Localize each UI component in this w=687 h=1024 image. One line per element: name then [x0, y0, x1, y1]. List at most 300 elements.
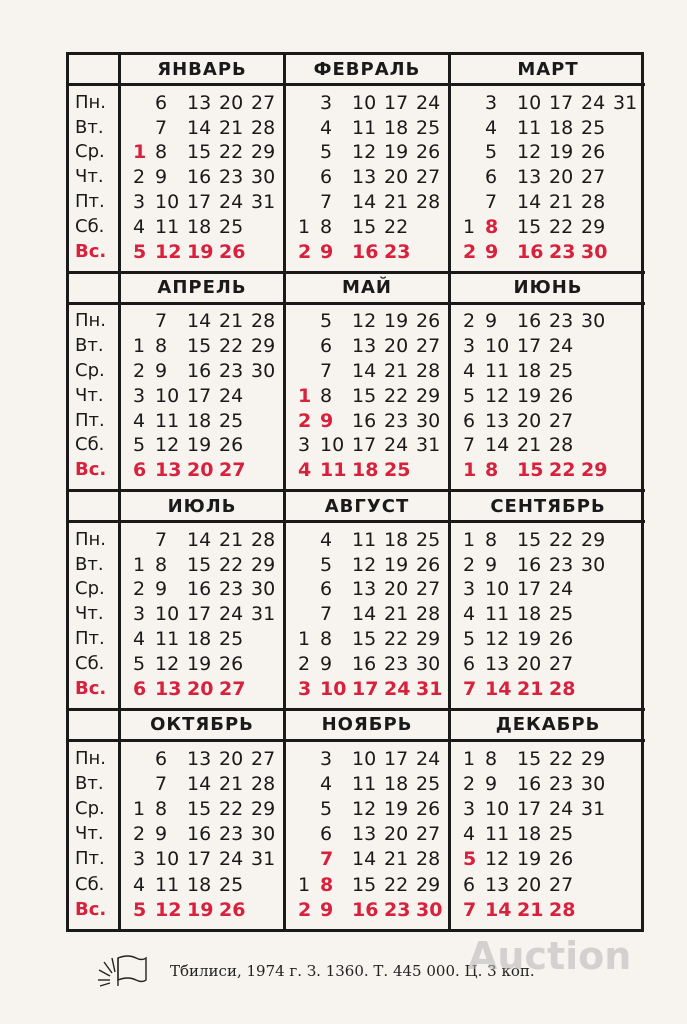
weekday-label: Пн. — [75, 91, 107, 113]
week-row — [121, 847, 283, 871]
day-number: 16 — [517, 772, 542, 795]
day-number: 13 — [352, 578, 377, 601]
day-number: 22 — [219, 798, 244, 821]
day-number: 9 — [155, 359, 168, 382]
week-row — [121, 553, 283, 577]
week-row — [286, 528, 448, 552]
day-number: 19 — [384, 310, 409, 333]
day-number — [298, 797, 320, 821]
weekday-header-blank — [69, 492, 118, 523]
day-number: 7 — [155, 310, 168, 333]
print-info: Тбилиси, 1974 г. З. 1360. Т. 445 000. Ц. 3 коп. — [170, 962, 535, 980]
day-number: 16 — [517, 553, 542, 576]
day-number: 6 — [485, 166, 498, 189]
week-row — [286, 898, 448, 922]
day-number — [133, 309, 155, 333]
week-row — [121, 772, 283, 796]
week-row — [451, 384, 645, 408]
week-row — [451, 433, 645, 457]
weekday-label: Чт. — [75, 166, 104, 188]
day-number: 20 — [384, 823, 409, 846]
month-name: АВГУСТ — [286, 492, 448, 523]
day-number: 2 — [463, 240, 477, 263]
day-number: 8 — [320, 384, 333, 407]
day-number: 11 — [320, 459, 347, 482]
day-number: 25 — [219, 628, 244, 651]
week-row — [451, 116, 645, 140]
day-number — [298, 553, 320, 577]
day-number: 4 — [133, 873, 146, 896]
week-row — [121, 822, 283, 846]
day-number: 9 — [320, 240, 334, 263]
day-number: 13 — [352, 335, 377, 358]
month-block — [451, 274, 645, 493]
day-number: 16 — [517, 240, 544, 263]
day-number: 5 — [320, 141, 333, 164]
day-number — [298, 309, 320, 333]
weekday-label: Пт. — [75, 628, 105, 650]
day-number: 29 — [581, 747, 606, 770]
week-row — [121, 602, 283, 626]
day-number: 20 — [384, 578, 409, 601]
day-number: 16 — [352, 240, 379, 263]
day-number: 31 — [581, 798, 606, 821]
day-number — [298, 747, 320, 771]
day-number: 16 — [352, 409, 377, 432]
day-number: 7 — [155, 772, 168, 795]
day-number: 8 — [485, 215, 499, 238]
day-number — [463, 140, 485, 164]
day-number: 28 — [251, 772, 276, 795]
week-row — [451, 873, 645, 897]
day-number: 15 — [187, 553, 212, 576]
day-number: 16 — [187, 166, 212, 189]
day-number: 14 — [485, 434, 510, 457]
day-number: 30 — [251, 578, 276, 601]
week-row — [121, 334, 283, 358]
day-number: 20 — [219, 747, 244, 770]
day-number: 23 — [549, 772, 574, 795]
day-number: 10 — [485, 335, 510, 358]
day-number: 3 — [298, 434, 311, 457]
day-number: 27 — [416, 823, 441, 846]
day-number: 29 — [251, 335, 276, 358]
day-number: 4 — [320, 772, 333, 795]
day-number: 5 — [133, 240, 147, 263]
day-number: 25 — [219, 409, 244, 432]
day-number: 12 — [155, 898, 182, 921]
day-number: 20 — [384, 335, 409, 358]
day-number: 28 — [549, 434, 574, 457]
day-number — [463, 91, 485, 115]
day-number: 27 — [549, 873, 574, 896]
weekday-label: Вт. — [75, 772, 104, 794]
day-number: 1 — [133, 553, 146, 576]
month-block — [121, 274, 286, 493]
day-number: 29 — [581, 528, 606, 551]
week-row — [286, 384, 448, 408]
day-number: 10 — [155, 384, 180, 407]
week-row — [451, 847, 645, 871]
day-number: 3 — [133, 848, 146, 871]
day-number: 11 — [485, 603, 510, 626]
day-number: 16 — [187, 359, 212, 382]
watermark: Auction — [468, 934, 632, 978]
day-number: 14 — [187, 310, 212, 333]
day-number: 18 — [384, 116, 409, 139]
weekday-label: Ср. — [75, 798, 105, 820]
day-number: 10 — [320, 434, 345, 457]
week-row — [286, 847, 448, 871]
weekday-labels — [69, 274, 121, 493]
day-number: 31 — [613, 91, 638, 114]
day-number: 18 — [187, 215, 212, 238]
day-number: 19 — [187, 240, 214, 263]
day-number: 12 — [517, 141, 542, 164]
day-number: 21 — [219, 116, 244, 139]
month-block — [121, 55, 286, 274]
day-number: 9 — [320, 409, 334, 432]
day-number: 28 — [549, 677, 576, 700]
day-number: 2 — [298, 898, 312, 921]
day-number: 5 — [133, 898, 147, 921]
week-row — [286, 240, 448, 264]
day-number: 20 — [187, 677, 214, 700]
day-number: 30 — [416, 898, 443, 921]
day-number: 20 — [384, 166, 409, 189]
day-number: 21 — [384, 848, 409, 871]
day-number: 2 — [463, 772, 476, 795]
day-number — [298, 91, 320, 115]
day-number — [298, 116, 320, 140]
day-number: 12 — [155, 652, 180, 675]
day-number: 8 — [155, 335, 168, 358]
weekday-labels — [69, 711, 121, 930]
day-number: 27 — [219, 459, 246, 482]
day-number: 28 — [416, 848, 441, 871]
weekday-label: Ср. — [75, 359, 105, 381]
day-number: 17 — [384, 747, 409, 770]
week-row — [121, 91, 283, 115]
week-row — [451, 91, 645, 115]
week-row — [451, 747, 645, 771]
day-number: 8 — [155, 141, 168, 164]
day-number: 11 — [517, 116, 542, 139]
month-name: НОЯБРЬ — [286, 711, 448, 742]
day-number: 23 — [384, 652, 409, 675]
weekday-header-blank — [69, 274, 118, 305]
week-row — [286, 215, 448, 239]
day-number: 17 — [352, 677, 379, 700]
day-number: 2 — [133, 166, 146, 189]
month-name: ФЕВРАЛЬ — [286, 55, 448, 86]
day-number: 26 — [581, 141, 606, 164]
month-name: СЕНТЯБРЬ — [451, 492, 645, 523]
month-name: ИЮЛЬ — [121, 492, 283, 523]
day-number: 24 — [219, 603, 244, 626]
day-number: 18 — [517, 603, 542, 626]
day-number: 8 — [485, 747, 498, 770]
day-number: 17 — [384, 91, 409, 114]
day-number: 6 — [463, 652, 476, 675]
day-number: 3 — [133, 603, 146, 626]
day-number: 8 — [320, 873, 334, 896]
day-number: 12 — [352, 553, 377, 576]
day-number: 18 — [187, 409, 212, 432]
day-number: 14 — [485, 898, 512, 921]
week-row — [121, 652, 283, 676]
week-row — [451, 309, 645, 333]
day-number: 14 — [352, 359, 377, 382]
week-row — [121, 747, 283, 771]
weekday-label: Ср. — [75, 578, 105, 600]
week-row — [286, 553, 448, 577]
day-number: 7 — [320, 603, 333, 626]
day-number: 19 — [384, 553, 409, 576]
day-number: 15 — [352, 384, 377, 407]
day-number: 11 — [155, 215, 180, 238]
day-number: 6 — [320, 166, 333, 189]
month-block — [121, 711, 286, 930]
day-number: 17 — [517, 798, 542, 821]
month-block — [286, 55, 451, 274]
week-row — [451, 822, 645, 846]
day-number: 2 — [463, 310, 476, 333]
day-number: 14 — [187, 772, 212, 795]
day-number: 27 — [549, 409, 574, 432]
month-block — [286, 711, 451, 930]
week-row — [286, 359, 448, 383]
day-number: 16 — [187, 578, 212, 601]
day-number — [298, 165, 320, 189]
day-number: 19 — [517, 848, 542, 871]
day-number: 17 — [187, 603, 212, 626]
weekday-label: Чт. — [75, 384, 104, 406]
day-number: 7 — [463, 677, 477, 700]
day-number: 9 — [320, 898, 334, 921]
day-number: 1 — [133, 798, 146, 821]
day-number: 29 — [581, 215, 606, 238]
day-number: 21 — [384, 359, 409, 382]
day-number: 21 — [517, 898, 544, 921]
week-row — [121, 677, 283, 701]
day-number: 9 — [155, 166, 168, 189]
day-number — [298, 847, 320, 871]
day-number: 8 — [155, 553, 168, 576]
day-number — [133, 91, 155, 115]
day-number: 2 — [298, 409, 312, 432]
day-number — [298, 577, 320, 601]
day-number: 29 — [251, 141, 276, 164]
week-row — [286, 165, 448, 189]
day-number: 26 — [416, 798, 441, 821]
week-row — [121, 240, 283, 264]
week-row — [451, 190, 645, 214]
week-row — [451, 165, 645, 189]
day-number: 15 — [352, 873, 377, 896]
week-row — [451, 528, 645, 552]
day-number: 9 — [485, 310, 498, 333]
day-number: 4 — [463, 823, 476, 846]
day-number: 27 — [416, 166, 441, 189]
day-number: 28 — [251, 310, 276, 333]
day-number: 31 — [251, 603, 276, 626]
day-number: 18 — [187, 873, 212, 896]
calendar-grid — [66, 52, 644, 932]
day-number: 11 — [155, 873, 180, 896]
month-block — [451, 492, 645, 711]
day-number: 15 — [352, 215, 377, 238]
month-name: МАЙ — [286, 274, 448, 305]
week-row — [451, 898, 645, 922]
day-number: 23 — [549, 240, 576, 263]
day-number: 31 — [416, 677, 443, 700]
week-row — [286, 140, 448, 164]
day-number: 7 — [320, 848, 334, 871]
week-row — [451, 409, 645, 433]
day-number: 14 — [517, 191, 542, 214]
day-number: 5 — [320, 553, 333, 576]
day-number: 8 — [485, 528, 498, 551]
day-number: 21 — [219, 772, 244, 795]
day-number: 13 — [155, 459, 182, 482]
day-number — [463, 165, 485, 189]
day-number: 28 — [416, 359, 441, 382]
week-row — [286, 772, 448, 796]
day-number: 26 — [219, 898, 246, 921]
day-number: 22 — [384, 215, 409, 238]
day-number: 1 — [298, 384, 312, 407]
weekday-label: Ср. — [75, 141, 105, 163]
day-number: 27 — [251, 747, 276, 770]
day-number: 11 — [485, 359, 510, 382]
day-number: 18 — [384, 772, 409, 795]
day-number: 6 — [155, 747, 168, 770]
weekday-header-blank — [69, 711, 118, 742]
day-number: 30 — [581, 310, 606, 333]
week-row — [451, 602, 645, 626]
day-number: 1 — [463, 215, 476, 238]
day-number: 22 — [549, 215, 574, 238]
day-number: 13 — [485, 873, 510, 896]
day-number: 4 — [133, 409, 146, 432]
day-number: 31 — [416, 434, 441, 457]
day-number: 31 — [251, 191, 276, 214]
day-number: 26 — [219, 240, 246, 263]
day-number: 8 — [320, 628, 333, 651]
day-number: 2 — [298, 240, 312, 263]
day-number: 10 — [352, 91, 377, 114]
day-number: 15 — [187, 798, 212, 821]
weekday-label: Вт. — [75, 116, 104, 138]
day-number: 22 — [549, 528, 574, 551]
week-row — [451, 140, 645, 164]
day-number: 5 — [320, 798, 333, 821]
month-block — [451, 55, 645, 274]
day-number: 29 — [416, 873, 441, 896]
week-row — [121, 309, 283, 333]
week-row — [121, 898, 283, 922]
weekday-labels — [69, 55, 121, 274]
day-number: 16 — [352, 898, 379, 921]
day-number: 15 — [517, 747, 542, 770]
day-number: 20 — [187, 459, 214, 482]
day-number: 24 — [549, 335, 574, 358]
day-number: 25 — [549, 823, 574, 846]
weekday-labels — [69, 492, 121, 711]
day-number: 12 — [352, 310, 377, 333]
day-number: 26 — [549, 384, 574, 407]
day-number — [298, 822, 320, 846]
day-number: 23 — [219, 166, 244, 189]
weekday-label: Сб. — [75, 215, 105, 237]
day-number: 10 — [517, 91, 542, 114]
day-number: 3 — [463, 798, 476, 821]
day-number: 5 — [463, 848, 477, 871]
week-row — [286, 602, 448, 626]
day-number: 16 — [352, 652, 377, 675]
day-number: 20 — [517, 873, 542, 896]
week-row — [286, 822, 448, 846]
week-row — [451, 772, 645, 796]
week-row — [451, 215, 645, 239]
day-number: 5 — [463, 384, 476, 407]
day-number: 8 — [320, 215, 333, 238]
month-name: ЯНВАРЬ — [121, 55, 283, 86]
weekday-label: Сб. — [75, 434, 105, 456]
weekday-label: Вс. — [75, 677, 107, 699]
day-number: 26 — [416, 141, 441, 164]
day-number: 4 — [133, 215, 146, 238]
day-number: 10 — [155, 848, 180, 871]
day-number: 10 — [155, 603, 180, 626]
day-number: 26 — [416, 310, 441, 333]
week-row — [451, 334, 645, 358]
day-number: 1 — [133, 141, 147, 164]
weekday-label: Сб. — [75, 873, 105, 895]
day-number: 28 — [251, 528, 276, 551]
day-number: 7 — [463, 898, 477, 921]
day-number: 11 — [352, 528, 377, 551]
week-row — [286, 747, 448, 771]
day-number: 30 — [251, 823, 276, 846]
day-number — [298, 359, 320, 383]
day-number: 17 — [517, 335, 542, 358]
day-number: 4 — [485, 116, 498, 139]
day-number — [133, 528, 155, 552]
day-number: 11 — [485, 823, 510, 846]
day-number: 20 — [517, 409, 542, 432]
day-number: 19 — [549, 141, 574, 164]
sunrise-flag-icon — [96, 954, 148, 988]
day-number: 24 — [219, 191, 244, 214]
day-number: 10 — [485, 578, 510, 601]
weekday-label: Пт. — [75, 409, 105, 431]
week-row — [451, 627, 645, 651]
day-number: 28 — [416, 603, 441, 626]
day-number: 18 — [187, 628, 212, 651]
day-number: 23 — [384, 898, 411, 921]
day-number: 27 — [219, 677, 246, 700]
week-row — [451, 652, 645, 676]
day-number: 15 — [187, 335, 212, 358]
day-number: 20 — [219, 91, 244, 114]
day-number: 28 — [416, 191, 441, 214]
day-number: 20 — [517, 652, 542, 675]
day-number: 13 — [352, 166, 377, 189]
day-number: 15 — [187, 141, 212, 164]
day-number: 21 — [549, 191, 574, 214]
